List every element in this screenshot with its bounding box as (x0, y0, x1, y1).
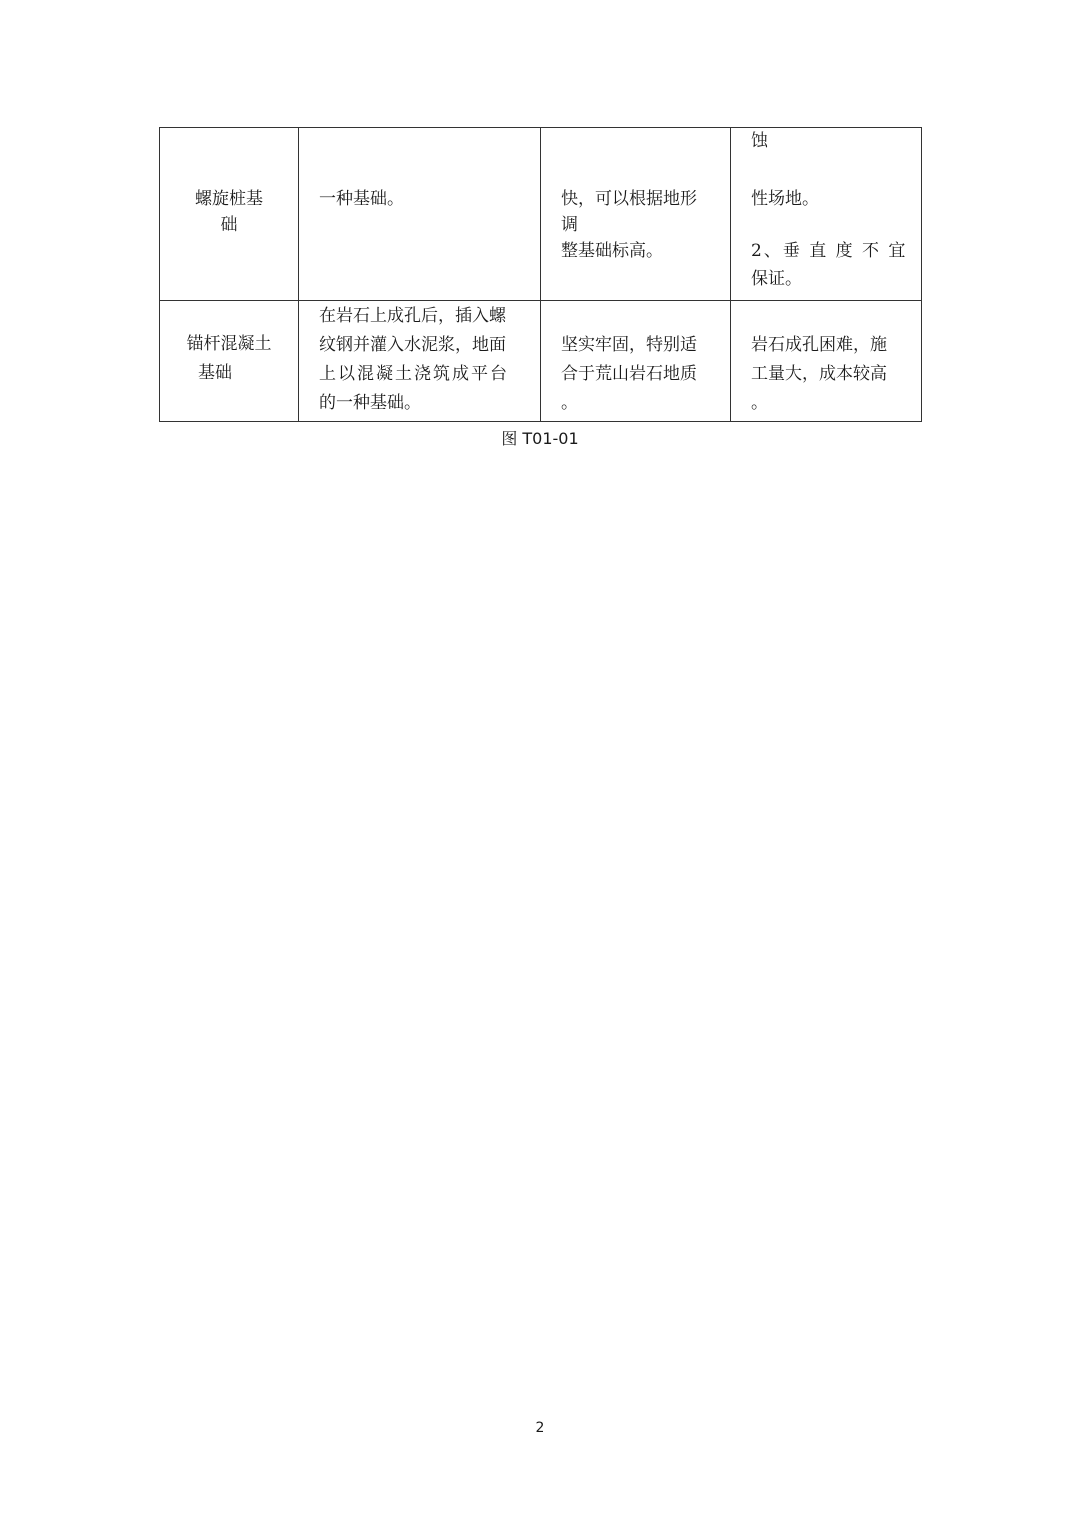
cell-text: 岩石成孔困难，施 (751, 335, 887, 355)
table-cell-disadvantage (731, 301, 922, 422)
table-cell-advantage (541, 301, 731, 422)
cell-text: 工量大，成本较高 (751, 364, 887, 384)
cell-text: 2、垂 直 度 不 宜 (751, 241, 908, 261)
cell-text: 一种基础。 (319, 189, 404, 209)
table-row (160, 128, 922, 301)
cell-text: 纹钢并灌入水泥浆，地面 (319, 335, 506, 355)
foundation-comparison-table (159, 127, 922, 422)
table-cell-type (160, 301, 299, 422)
cell-text: 合于荒山岩石地质 (561, 364, 697, 384)
page-number: 2 (535, 1420, 545, 1436)
cell-text: 上以混凝土浇筑成平台 (319, 364, 509, 384)
cell-text: 基础 (198, 363, 232, 383)
table-cell-advantage (541, 128, 731, 301)
cell-text: 快，可以根据地形 (561, 189, 697, 209)
cell-text: 坚实牢固，特别适 (561, 335, 697, 355)
table-cell-desc (299, 128, 541, 301)
cell-text: 础 (220, 215, 238, 235)
table-cell-desc (299, 301, 541, 422)
table-row (160, 301, 922, 422)
cell-text: 在岩石上成孔后，插入螺 (319, 306, 506, 326)
table-cell-disadvantage (731, 128, 922, 301)
cell-text: 。 (751, 393, 768, 413)
cell-text: 的一种基础。 (319, 393, 421, 413)
cell-text: 螺旋桩基 (195, 189, 263, 209)
figure-caption: 图 T01-01 (501, 429, 579, 448)
cell-text: 调 (561, 215, 578, 235)
cell-text: 。 (561, 393, 578, 413)
cell-text: 锚杆混凝土 (186, 334, 272, 354)
cell-text: 整基础标高。 (561, 241, 663, 261)
cell-text: 保证。 (751, 269, 802, 289)
cell-text: 性场地。 (751, 189, 819, 209)
table-cell-type (160, 128, 299, 301)
cell-text: 蚀 (751, 131, 768, 151)
